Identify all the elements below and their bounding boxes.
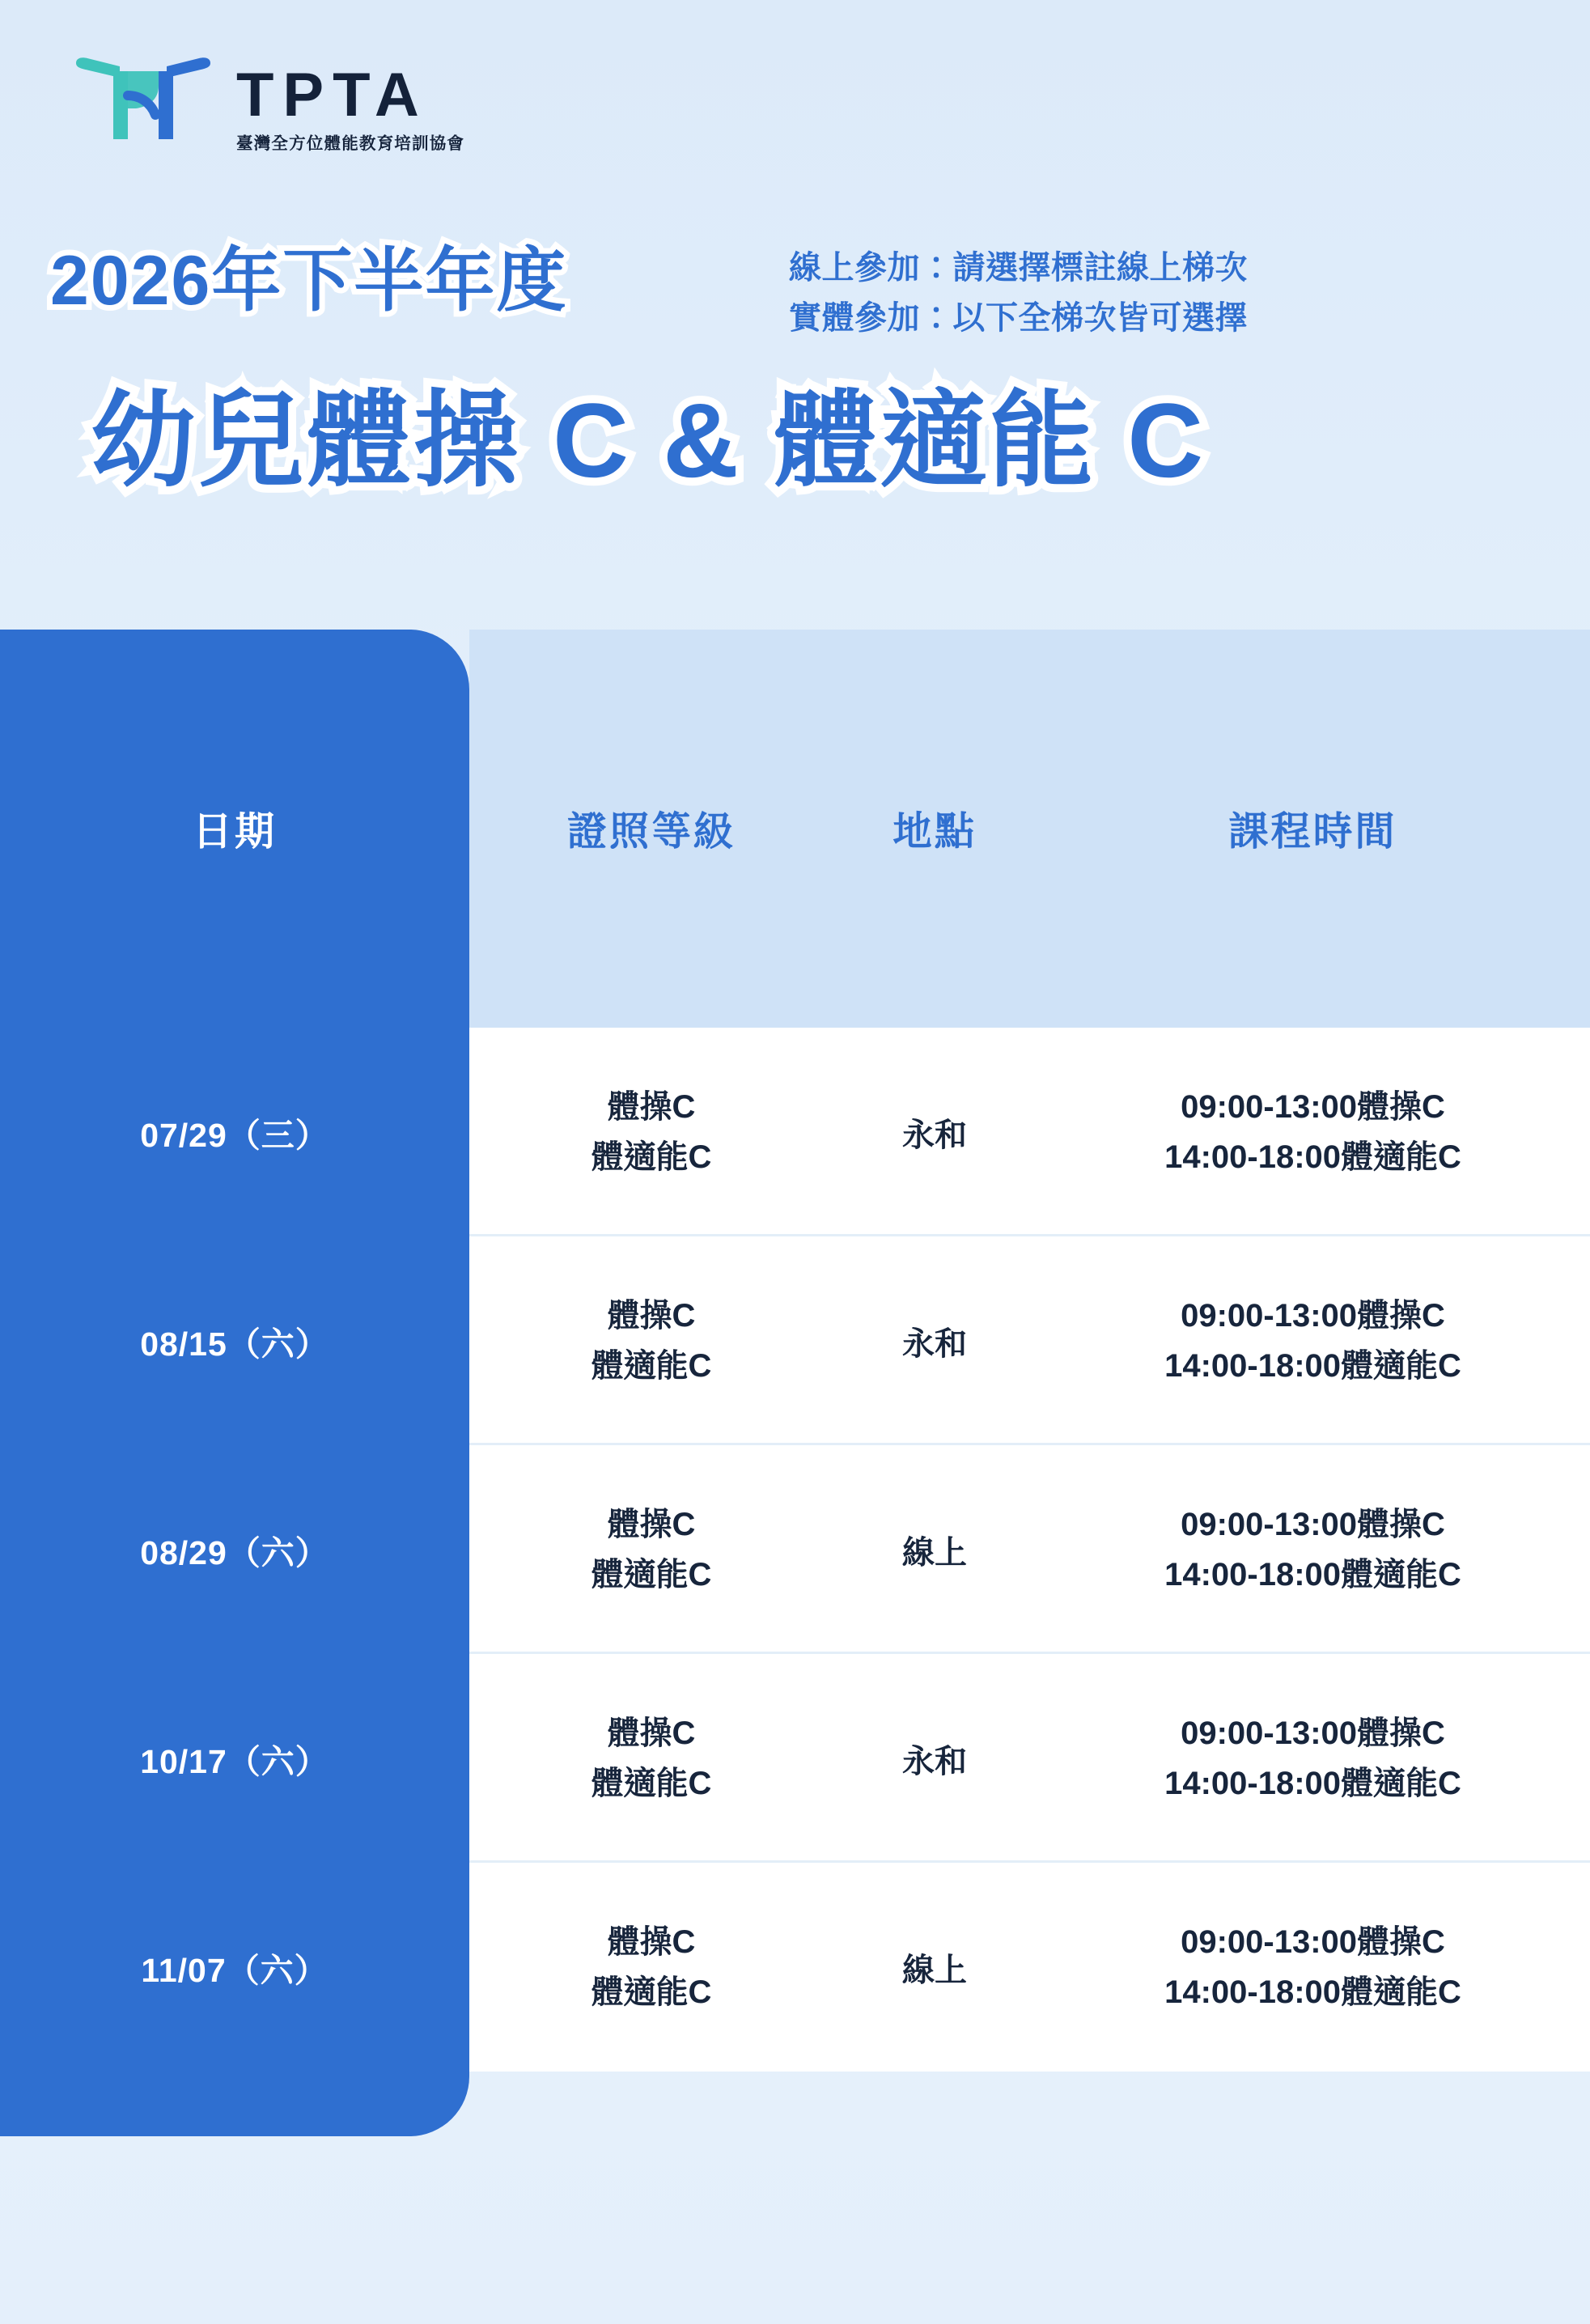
cell-certificate [469, 1291, 833, 1391]
cell-time [1036, 1291, 1590, 1391]
column-header-date: 日期 [192, 810, 277, 854]
cert-line-2: 體適能C [591, 1974, 712, 2010]
cell-date: 07/29（三） [140, 1116, 329, 1154]
time-line-2: 14:00-18:00體適能C [1164, 1974, 1461, 2010]
table-row [0, 1863, 1590, 2072]
schedule-table [0, 630, 1590, 2136]
cert-line-1: 體操C [607, 1089, 696, 1125]
table-row [0, 1236, 1590, 1445]
brand-text [236, 50, 464, 153]
row-content [469, 1654, 1590, 1863]
cell-certificate [469, 1708, 833, 1809]
row-content [469, 1236, 1590, 1445]
cell-date: 08/15（六） [140, 1325, 329, 1363]
brand-name: TPTA [236, 61, 428, 129]
cert-line-1: 體操C [607, 1298, 696, 1334]
time-line-2: 14:00-18:00體適能C [1164, 1557, 1461, 1592]
time-line-1: 09:00-13:00體操C [1181, 1089, 1445, 1125]
table-header-row [0, 630, 1590, 1028]
column-header-time: 課程時間 [1228, 810, 1397, 854]
cell-time [1036, 1082, 1590, 1182]
cell-time [1036, 1708, 1590, 1809]
row-content [469, 1863, 1590, 2072]
table-row [0, 1445, 1590, 1654]
column-header-location: 地點 [892, 810, 977, 854]
cell-certificate [469, 1082, 833, 1182]
notice-line-onsite: 實體參加：以下全梯次皆可選擇 [789, 300, 1248, 336]
brand-logo [71, 50, 464, 153]
cell-location: 線上 [902, 1952, 967, 1988]
cell-date: 11/07（六） [141, 1951, 329, 1989]
cert-line-1: 體操C [607, 1507, 696, 1542]
cell-time [1036, 1499, 1590, 1600]
time-line-2: 14:00-18:00體適能C [1164, 1348, 1461, 1384]
cell-certificate [469, 1917, 833, 2017]
table-row [0, 1654, 1590, 1863]
cell-date: 08/29（六） [140, 1533, 329, 1571]
cell-certificate [469, 1499, 833, 1600]
notice-line-online: 線上參加：請選擇標註線上梯次 [789, 250, 1248, 286]
cert-line-2: 體適能C [591, 1139, 712, 1175]
time-line-2: 14:00-18:00體適能C [1164, 1766, 1461, 1801]
row-content [469, 1028, 1590, 1236]
time-line-2: 14:00-18:00體適能C [1164, 1139, 1461, 1175]
cert-line-2: 體適能C [591, 1348, 712, 1384]
cert-line-1: 體操C [607, 1715, 696, 1751]
cert-line-2: 體適能C [591, 1557, 712, 1592]
tpta-logo-icon [71, 50, 215, 146]
time-line-1: 09:00-13:00體操C [1181, 1715, 1445, 1751]
time-line-1: 09:00-13:00體操C [1181, 1298, 1445, 1334]
year-heading: 2026年下半年度 [50, 242, 568, 320]
cell-location: 線上 [902, 1534, 967, 1571]
brand-subtitle: 臺灣全方位體能教育培訓協會 [236, 134, 465, 153]
cell-location: 永和 [902, 1325, 967, 1362]
row-content [469, 1445, 1590, 1654]
table-body [0, 1028, 1590, 2136]
time-line-1: 09:00-13:00體操C [1181, 1924, 1445, 1960]
column-header-certificate: 證照等級 [566, 810, 736, 854]
cert-line-1: 體操C [607, 1924, 696, 1960]
cert-line-2: 體適能C [591, 1766, 712, 1801]
participation-notice [789, 243, 1248, 343]
cell-date: 10/17（六） [140, 1742, 329, 1780]
time-line-1: 09:00-13:00體操C [1181, 1507, 1445, 1542]
cell-time [1036, 1917, 1590, 2017]
page-title: 幼兒體操 C & 體適能 C [91, 381, 1206, 499]
cell-location: 永和 [902, 1743, 967, 1779]
cell-location: 永和 [902, 1117, 967, 1153]
table-row [0, 1028, 1590, 1236]
